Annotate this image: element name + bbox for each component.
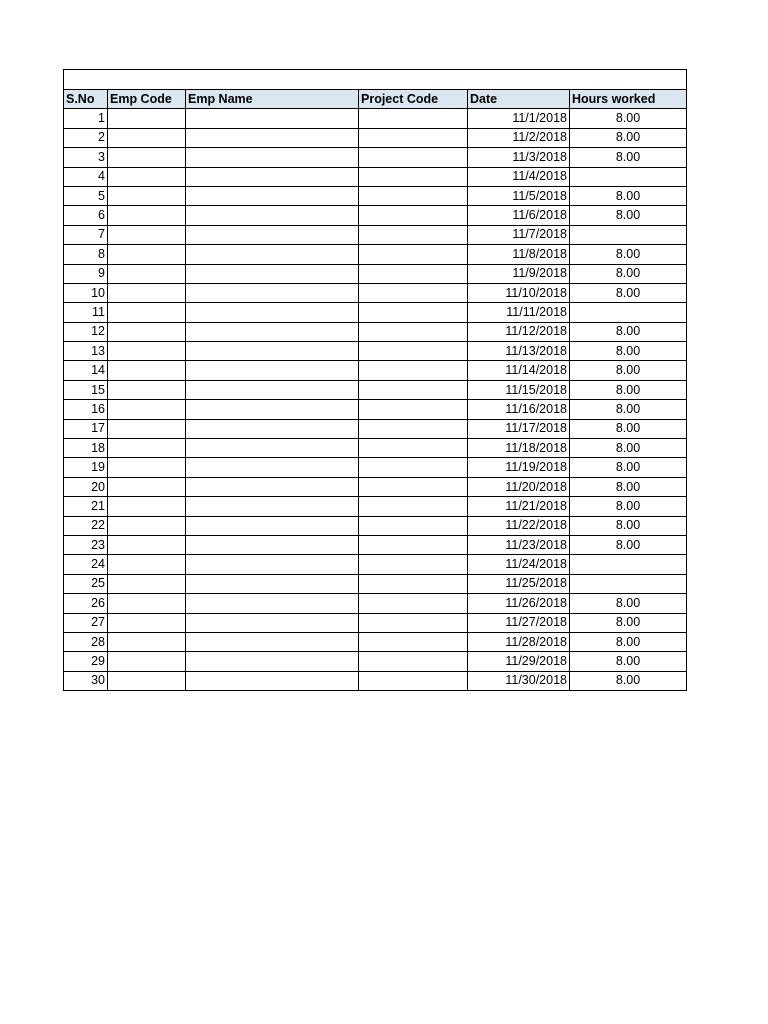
timesheet-table	[63, 69, 687, 691]
cell-project-code[interactable]	[359, 322, 468, 341]
cell-emp-code[interactable]	[108, 245, 186, 264]
cell-emp-name[interactable]	[186, 109, 359, 128]
cell-project-code[interactable]	[359, 652, 468, 671]
cell-project-code[interactable]	[359, 167, 468, 186]
cell-sno[interactable]: 3	[64, 148, 108, 167]
cell-date[interactable]: 11/10/2018	[468, 283, 570, 302]
cell-emp-code[interactable]	[108, 535, 186, 554]
cell-hours-worked[interactable]	[570, 303, 687, 322]
cell-project-code[interactable]	[359, 458, 468, 477]
cell-emp-code[interactable]	[108, 148, 186, 167]
cell-hours-worked[interactable]	[570, 225, 687, 244]
table-row	[64, 574, 687, 593]
cell-hours-worked[interactable]: 8.00	[570, 632, 687, 651]
cell-sno[interactable]: 27	[64, 613, 108, 632]
cell-hours-worked[interactable]: 8.00	[570, 264, 687, 283]
cell-date[interactable]: 11/11/2018	[468, 303, 570, 322]
table-row	[64, 400, 687, 419]
cell-date[interactable]: 11/6/2018	[468, 206, 570, 225]
cell-emp-name[interactable]	[186, 264, 359, 283]
cell-sno[interactable]: 1	[64, 109, 108, 128]
cell-hours-worked[interactable]	[570, 167, 687, 186]
cell-emp-code[interactable]	[108, 342, 186, 361]
cell-emp-code[interactable]	[108, 632, 186, 651]
cell-date[interactable]: 11/28/2018	[468, 632, 570, 651]
cell-emp-name[interactable]	[186, 342, 359, 361]
cell-emp-name[interactable]	[186, 245, 359, 264]
table-row	[64, 264, 687, 283]
header-date[interactable]: Date	[468, 90, 570, 109]
cell-sno[interactable]: 9	[64, 264, 108, 283]
cell-emp-name[interactable]	[186, 439, 359, 458]
cell-sno[interactable]: 22	[64, 516, 108, 535]
cell-emp-name[interactable]	[186, 283, 359, 302]
cell-emp-name[interactable]	[186, 419, 359, 438]
cell-emp-name[interactable]	[186, 632, 359, 651]
table-row	[64, 167, 687, 186]
cell-date[interactable]: 11/4/2018	[468, 167, 570, 186]
cell-project-code[interactable]	[359, 380, 468, 399]
cell-emp-name[interactable]	[186, 206, 359, 225]
cell-emp-name[interactable]	[186, 167, 359, 186]
cell-emp-name[interactable]	[186, 671, 359, 690]
cell-emp-name[interactable]	[186, 148, 359, 167]
cell-sno[interactable]: 2	[64, 128, 108, 147]
table-row	[64, 303, 687, 322]
cell-project-code[interactable]	[359, 148, 468, 167]
cell-sno[interactable]: 17	[64, 419, 108, 438]
header-hours-worked[interactable]: Hours worked	[570, 90, 687, 109]
cell-date[interactable]: 11/25/2018	[468, 574, 570, 593]
cell-project-code[interactable]	[359, 342, 468, 361]
cell-sno[interactable]: 12	[64, 322, 108, 341]
cell-hours-worked[interactable]: 8.00	[570, 458, 687, 477]
table-row	[64, 361, 687, 380]
table-row	[64, 535, 687, 554]
cell-sno[interactable]: 21	[64, 497, 108, 516]
cell-emp-name[interactable]	[186, 380, 359, 399]
cell-hours-worked[interactable]: 8.00	[570, 109, 687, 128]
cell-emp-code[interactable]	[108, 167, 186, 186]
cell-hours-worked[interactable]: 8.00	[570, 594, 687, 613]
cell-emp-code[interactable]	[108, 128, 186, 147]
cell-project-code[interactable]	[359, 613, 468, 632]
cell-emp-code[interactable]	[108, 206, 186, 225]
cell-date[interactable]: 11/14/2018	[468, 361, 570, 380]
timesheet-sheet	[63, 69, 686, 691]
cell-date[interactable]: 11/29/2018	[468, 652, 570, 671]
cell-emp-code[interactable]	[108, 477, 186, 496]
header-emp-code[interactable]: Emp Code	[108, 90, 186, 109]
cell-sno[interactable]: 26	[64, 594, 108, 613]
cell-emp-name[interactable]	[186, 535, 359, 554]
cell-date[interactable]: 11/5/2018	[468, 186, 570, 205]
cell-date[interactable]: 11/9/2018	[468, 264, 570, 283]
cell-emp-code[interactable]	[108, 225, 186, 244]
cell-emp-name[interactable]	[186, 458, 359, 477]
cell-project-code[interactable]	[359, 128, 468, 147]
cell-date[interactable]: 11/13/2018	[468, 342, 570, 361]
table-row	[64, 613, 687, 632]
cell-sno[interactable]: 10	[64, 283, 108, 302]
cell-sno[interactable]: 14	[64, 361, 108, 380]
cell-emp-code[interactable]	[108, 186, 186, 205]
cell-hours-worked[interactable]: 8.00	[570, 613, 687, 632]
cell-emp-name[interactable]	[186, 497, 359, 516]
cell-project-code[interactable]	[359, 186, 468, 205]
cell-emp-code[interactable]	[108, 458, 186, 477]
cell-sno[interactable]: 30	[64, 671, 108, 690]
cell-emp-name[interactable]	[186, 477, 359, 496]
cell-emp-name[interactable]	[186, 613, 359, 632]
table-row	[64, 652, 687, 671]
cell-sno[interactable]: 29	[64, 652, 108, 671]
cell-project-code[interactable]	[359, 225, 468, 244]
cell-sno[interactable]: 8	[64, 245, 108, 264]
cell-sno[interactable]: 5	[64, 186, 108, 205]
cell-hours-worked[interactable]: 8.00	[570, 516, 687, 535]
cell-sno[interactable]: 24	[64, 555, 108, 574]
table-row	[64, 206, 687, 225]
cell-project-code[interactable]	[359, 245, 468, 264]
cell-sno[interactable]: 25	[64, 574, 108, 593]
cell-emp-code[interactable]	[108, 400, 186, 419]
cell-date[interactable]: 11/22/2018	[468, 516, 570, 535]
cell-emp-code[interactable]	[108, 497, 186, 516]
header-row	[64, 90, 687, 109]
cell-emp-code[interactable]	[108, 109, 186, 128]
cell-hours-worked[interactable]: 8.00	[570, 361, 687, 380]
cell-emp-name[interactable]	[186, 186, 359, 205]
cell-sno[interactable]: 11	[64, 303, 108, 322]
cell-hours-worked[interactable]: 8.00	[570, 671, 687, 690]
header-emp-name[interactable]: Emp Name	[186, 90, 359, 109]
cell-emp-code[interactable]	[108, 613, 186, 632]
cell-project-code[interactable]	[359, 400, 468, 419]
table-row	[64, 109, 687, 128]
cell-emp-name[interactable]	[186, 128, 359, 147]
table-row	[64, 419, 687, 438]
cell-date[interactable]: 11/21/2018	[468, 497, 570, 516]
table-row	[64, 186, 687, 205]
table-row	[64, 458, 687, 477]
cell-project-code[interactable]	[359, 206, 468, 225]
cell-sno[interactable]: 6	[64, 206, 108, 225]
table-row	[64, 555, 687, 574]
cell-date[interactable]: 11/2/2018	[468, 128, 570, 147]
header-sno[interactable]: S.No	[64, 90, 108, 109]
cell-emp-code[interactable]	[108, 671, 186, 690]
cell-date[interactable]: 11/24/2018	[468, 555, 570, 574]
cell-emp-name[interactable]	[186, 322, 359, 341]
header-project-code[interactable]: Project Code	[359, 90, 468, 109]
cell-date[interactable]: 11/20/2018	[468, 477, 570, 496]
cell-sno[interactable]: 20	[64, 477, 108, 496]
cell-hours-worked[interactable]: 8.00	[570, 535, 687, 554]
cell-project-code[interactable]	[359, 303, 468, 322]
cell-emp-name[interactable]	[186, 303, 359, 322]
cell-hours-worked[interactable]: 8.00	[570, 148, 687, 167]
table-row	[64, 594, 687, 613]
cell-sno[interactable]: 28	[64, 632, 108, 651]
cell-project-code[interactable]	[359, 419, 468, 438]
title-row	[64, 70, 687, 90]
cell-hours-worked[interactable]	[570, 574, 687, 593]
cell-date[interactable]: 11/7/2018	[468, 225, 570, 244]
cell-hours-worked[interactable]: 8.00	[570, 186, 687, 205]
table-row	[64, 245, 687, 264]
cell-project-code[interactable]	[359, 283, 468, 302]
sheet-title-cell[interactable]	[64, 70, 687, 90]
cell-emp-code[interactable]	[108, 380, 186, 399]
cell-emp-code[interactable]	[108, 264, 186, 283]
cell-emp-code[interactable]	[108, 516, 186, 535]
cell-hours-worked[interactable]: 8.00	[570, 652, 687, 671]
cell-date[interactable]: 11/16/2018	[468, 400, 570, 419]
cell-emp-code[interactable]	[108, 594, 186, 613]
cell-sno[interactable]: 7	[64, 225, 108, 244]
cell-date[interactable]: 11/18/2018	[468, 439, 570, 458]
cell-hours-worked[interactable]: 8.00	[570, 400, 687, 419]
table-row	[64, 477, 687, 496]
table-row	[64, 439, 687, 458]
cell-date[interactable]: 11/19/2018	[468, 458, 570, 477]
cell-hours-worked[interactable]: 8.00	[570, 477, 687, 496]
table-row	[64, 225, 687, 244]
cell-hours-worked[interactable]	[570, 555, 687, 574]
cell-emp-code[interactable]	[108, 322, 186, 341]
cell-project-code[interactable]	[359, 264, 468, 283]
cell-emp-name[interactable]	[186, 594, 359, 613]
cell-project-code[interactable]	[359, 497, 468, 516]
table-row	[64, 497, 687, 516]
cell-date[interactable]: 11/12/2018	[468, 322, 570, 341]
cell-hours-worked[interactable]: 8.00	[570, 497, 687, 516]
cell-emp-name[interactable]	[186, 400, 359, 419]
cell-project-code[interactable]	[359, 594, 468, 613]
cell-project-code[interactable]	[359, 535, 468, 554]
cell-emp-name[interactable]	[186, 574, 359, 593]
table-row	[64, 671, 687, 690]
cell-emp-code[interactable]	[108, 361, 186, 380]
cell-emp-code[interactable]	[108, 652, 186, 671]
cell-hours-worked[interactable]: 8.00	[570, 206, 687, 225]
cell-emp-name[interactable]	[186, 652, 359, 671]
table-row	[64, 516, 687, 535]
cell-sno[interactable]: 23	[64, 535, 108, 554]
table-row	[64, 342, 687, 361]
cell-hours-worked[interactable]: 8.00	[570, 322, 687, 341]
cell-project-code[interactable]	[359, 109, 468, 128]
cell-sno[interactable]: 13	[64, 342, 108, 361]
cell-date[interactable]: 11/17/2018	[468, 419, 570, 438]
cell-date[interactable]: 11/8/2018	[468, 245, 570, 264]
cell-project-code[interactable]	[359, 516, 468, 535]
cell-emp-code[interactable]	[108, 283, 186, 302]
cell-date[interactable]: 11/23/2018	[468, 535, 570, 554]
cell-project-code[interactable]	[359, 439, 468, 458]
cell-emp-code[interactable]	[108, 555, 186, 574]
cell-hours-worked[interactable]: 8.00	[570, 439, 687, 458]
cell-project-code[interactable]	[359, 361, 468, 380]
table-row	[64, 632, 687, 651]
cell-hours-worked[interactable]: 8.00	[570, 419, 687, 438]
cell-project-code[interactable]	[359, 632, 468, 651]
cell-project-code[interactable]	[359, 555, 468, 574]
table-row	[64, 322, 687, 341]
cell-project-code[interactable]	[359, 671, 468, 690]
timesheet-rows	[64, 109, 687, 691]
cell-hours-worked[interactable]: 8.00	[570, 245, 687, 264]
cell-sno[interactable]: 19	[64, 458, 108, 477]
cell-emp-name[interactable]	[186, 225, 359, 244]
table-row	[64, 283, 687, 302]
cell-project-code[interactable]	[359, 477, 468, 496]
cell-sno[interactable]: 18	[64, 439, 108, 458]
cell-date[interactable]: 11/27/2018	[468, 613, 570, 632]
cell-emp-name[interactable]	[186, 516, 359, 535]
cell-emp-name[interactable]	[186, 555, 359, 574]
cell-hours-worked[interactable]: 8.00	[570, 380, 687, 399]
cell-hours-worked[interactable]: 8.00	[570, 283, 687, 302]
cell-emp-code[interactable]	[108, 574, 186, 593]
cell-sno[interactable]: 16	[64, 400, 108, 419]
cell-date[interactable]: 11/1/2018	[468, 109, 570, 128]
cell-date[interactable]: 11/30/2018	[468, 671, 570, 690]
cell-hours-worked[interactable]: 8.00	[570, 128, 687, 147]
table-row	[64, 380, 687, 399]
table-row	[64, 148, 687, 167]
cell-date[interactable]: 11/15/2018	[468, 380, 570, 399]
cell-date[interactable]: 11/3/2018	[468, 148, 570, 167]
cell-project-code[interactable]	[359, 574, 468, 593]
cell-emp-name[interactable]	[186, 361, 359, 380]
cell-sno[interactable]: 4	[64, 167, 108, 186]
table-row	[64, 128, 687, 147]
cell-hours-worked[interactable]: 8.00	[570, 342, 687, 361]
cell-emp-code[interactable]	[108, 303, 186, 322]
cell-emp-code[interactable]	[108, 419, 186, 438]
cell-date[interactable]: 11/26/2018	[468, 594, 570, 613]
cell-emp-code[interactable]	[108, 439, 186, 458]
cell-sno[interactable]: 15	[64, 380, 108, 399]
